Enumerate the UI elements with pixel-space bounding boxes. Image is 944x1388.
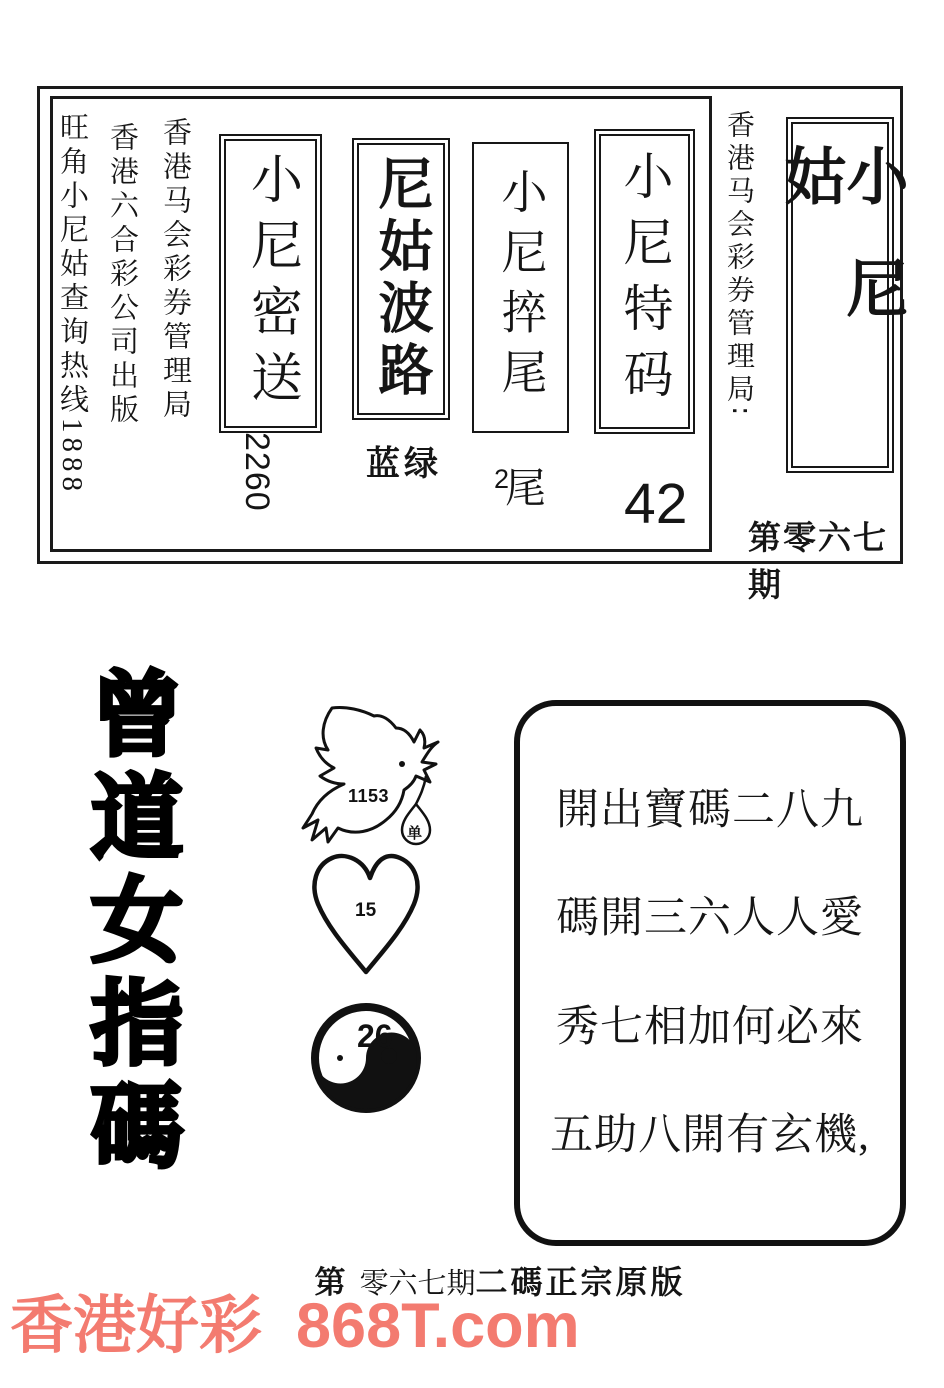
tip-box-special-title: 小尼特码: [616, 149, 673, 414]
footer-bar: [10, 1291, 580, 1361]
poem-box: [514, 700, 906, 1246]
poem-line-3: 秀七相加何必來: [556, 1003, 864, 1051]
tip-box-secret-title: 小尼密送: [242, 151, 300, 416]
hotline-column: 旺角小尼姑查询热线1888: [56, 112, 88, 496]
tip-box-secret-value: 2260: [238, 432, 276, 512]
issue-number: 零六七期: [359, 1268, 476, 1300]
poem-line-4: 五助八開有玄機,: [550, 1111, 870, 1159]
poem-line-1: 開出寶碼二八九: [556, 787, 864, 835]
tip-box-tail: [472, 142, 569, 433]
dove-eye: [399, 761, 405, 767]
tip-box-special: [594, 129, 695, 434]
masthead-title: 小尼姑: [775, 144, 905, 368]
authority-colon-column: 香港马会彩券管理局∶: [723, 110, 754, 420]
tail-char: 尾: [505, 465, 547, 511]
footer-site-url: 868T.com: [296, 1291, 580, 1361]
heart-number: 15: [355, 900, 377, 921]
yinyang-white-eye-dot: [337, 1055, 343, 1061]
issue-number-top: 第零六七期: [748, 521, 888, 604]
tip-box-special-value: 42: [624, 472, 688, 536]
issue-suffix: 二碼正宗原版: [475, 1264, 686, 1300]
dove-string: [416, 776, 426, 804]
tip-box-wave-value: 蓝绿: [366, 446, 442, 483]
issue-prefix: 第: [314, 1265, 346, 1300]
tip-box-secret: [219, 134, 322, 433]
publisher-column: 香港六合彩公司出版: [106, 122, 138, 428]
dove-number: 1153: [348, 786, 390, 806]
poem-line-2: 碼開三六人人愛: [556, 895, 864, 943]
tip-box-wave: [352, 138, 450, 420]
brand-title-vertical: 曾道女指碼: [78, 666, 180, 1181]
tip-box-tail-title: 小尼捽尾: [495, 167, 547, 408]
tip-box-wave-title: 尼姑波路: [370, 155, 432, 403]
tip-box-tail-value: [494, 466, 546, 509]
footer-brand: 香港好彩: [10, 1291, 262, 1361]
dove-tag: 单: [407, 826, 423, 842]
masthead-box: [775, 117, 905, 473]
authority-column: 香港马会彩券管理局: [159, 117, 191, 423]
heart-graphic: [298, 848, 458, 1008]
yinyang-number: 26: [357, 1018, 393, 1054]
tail-number: 2: [494, 464, 510, 494]
yinyang-graphic: [310, 1000, 422, 1118]
